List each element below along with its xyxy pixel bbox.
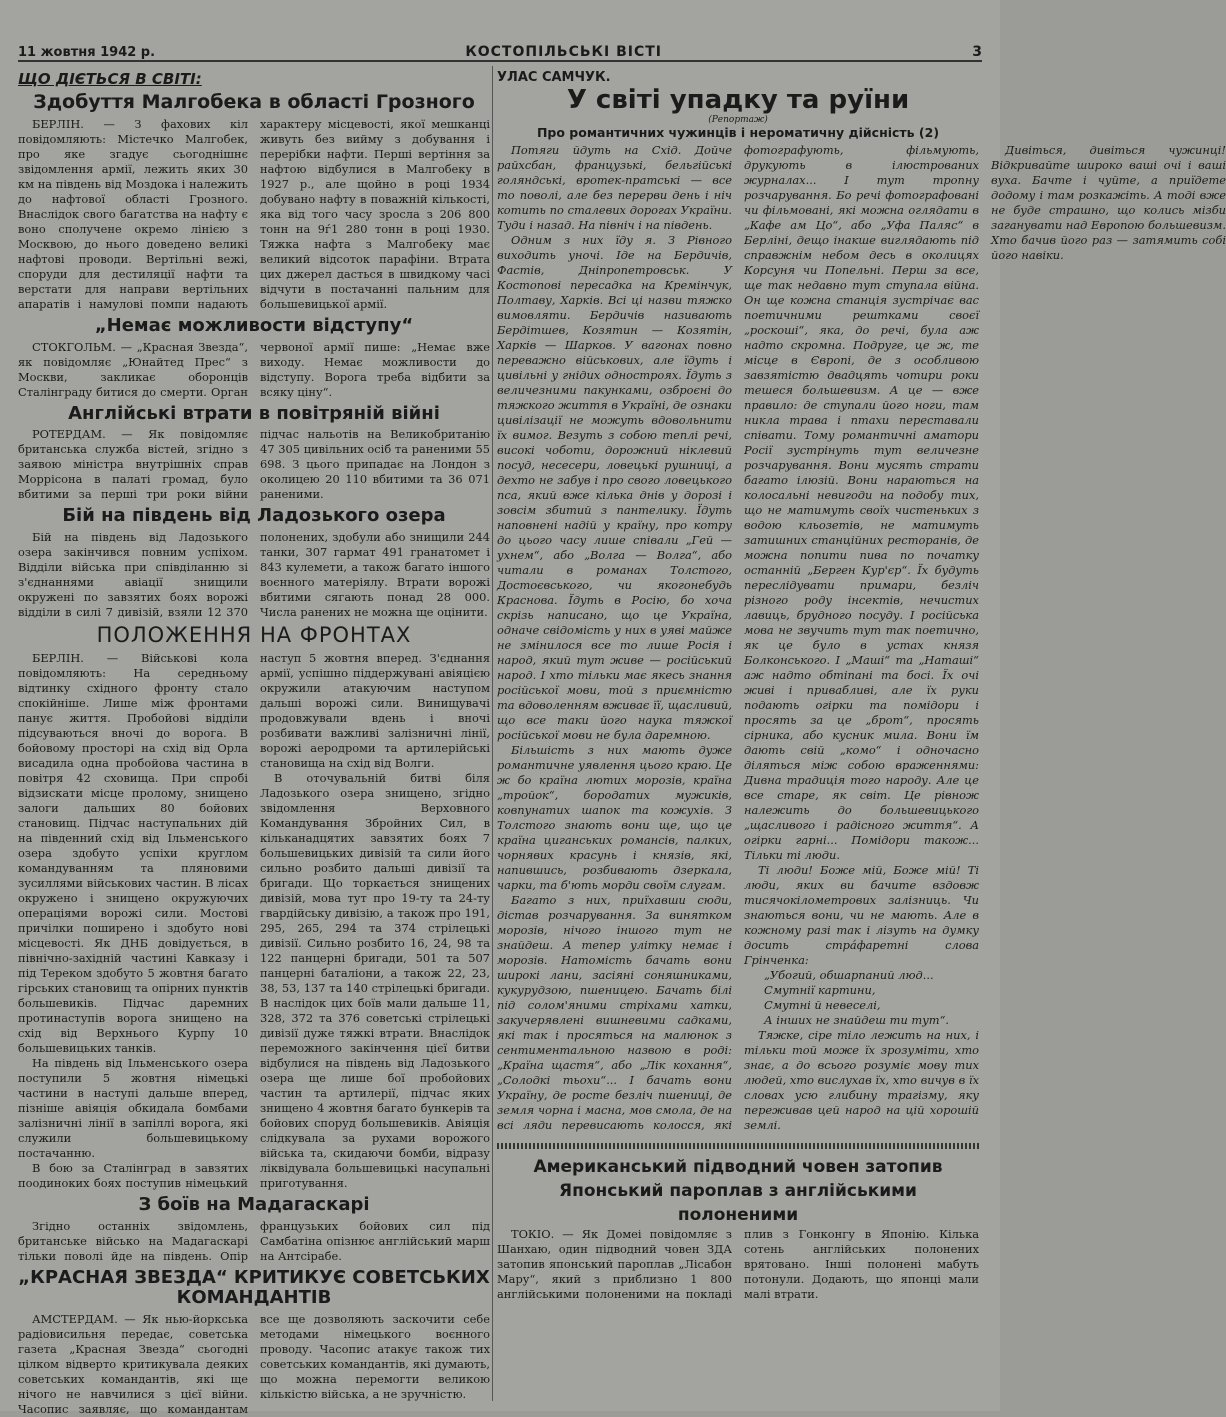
- article-body: [18, 651, 490, 1191]
- article-paragraph: Багато з них, приїхавши сюди, дістав розчарування. За винятком морозів, нічого іншого тут не знайдеш. А тепер улітку немає і морозів. Натомість бачать вони широкі лани, засіяні соняшниками, кукурудзою, пшеницею. Бачать білі під солом'яними стріхами хатки, закучерявлені вишневими садками, які так і просяться на малюнок з сентиментальною назвою в роді: „Країна щастя“, або „Лік кохання“, „Солодкі тьохи“... І бачать вони Україну, де росте безліч пшениці, де земля чорна і масна, мов смола, де на всі ляди перевисають колосся, які фотографують, фільмують, друкують в ілюстрованих журналах... І тут тропну розчарування. Бо речі фотографовані чи фільмовані, які можна оглядати в „Кафе ам Цо“, або „Уфа Паляс“ в Берліні, дещо інакше виглядають під справжнім небом десь в околицях Корсуня чи Попельні. Перш за все, ще так недавно тут ступала війна. Он ще кожна станція зустрічає вас поетичними рештками своєї „роскоші“, яка, до речі, була аж надто скромна. Подруге, це ж, те місце в Європі, де з особливою завзятістю двадцять чотири роки тешеся большевизм. А це — вже правило: де ступали його ноги, там никла трава і птахи переставали співати. Тому романтичні аматори Росії зустрінуть тут величезне розчарування. Вони мусять страти багато ілюзій. Вони нараються на колосальні невигоди на подобу тих, що не матимуть своїх чистеньких з водою кльозетів, не матимуть затишних станційних ресторанів, де можна попити пива по початку останній „Берген Кур'єр“. Їх будуть переслідувати примари, безліч різного роду інсектів, нечистих лавиць, брудного посуду. І російська мова не звучить тут так поетично, як це було в устах князя Болконського. І „Маші“ та „Наташі“ аж надто обтіпані та босі. Їх очі живі і привабливі, але їх руки подають огірки та помідори і просять за це „брот“, просять сірника, або кусник мила. Вони їм дають свій „комо“ і одночасно діляться між собою враженнями: Дивна традиція того народу. Але це все старе, як світ. Це рівнож належить до большевицького „щасливого і радісного життя“. А огірки гарні... Помідори також... Тільки ті люди.: [497, 143, 979, 1132]
- article-title: „КРАСНАЯ ЗВЕЗДА“ КРИТИКУЄ СОВЕТСЬКИХ КОМАНДАНТІВ: [18, 1267, 490, 1308]
- article-title-line: полоненими: [677, 1205, 799, 1225]
- article-title: ПОЛОЖЕННЯ НА ФРОНТАХ: [96, 623, 412, 648]
- article-title-line: Американський підводний човен затопив: [533, 1157, 943, 1177]
- right-column: [497, 66, 1226, 1401]
- article-paragraph: Ті люди! Боже мій, Боже мій! Ті люди, яких ви бачите вздовж тисячокілометрових залізниць. Чи знаються вони, чи не мають. Але в кожному разі так і лізуть на думку досить стрáфаретні слова Грінченка:: [744, 863, 979, 967]
- article-body: [18, 530, 490, 620]
- article-paragraph: РОТЕРДАМ. — Як повідомляє британська служба вістей, згідно з заявою міністра внутрішніх справ Моррісона в палаті громад, було вбитими за перші три роки війни підчас нальотів на Великобританію 47 305 цивільних осіб та раненими 55 698. З цього припадає на Лондон з околицею 20 110 вбитими та 36 071 раненими.: [18, 427, 490, 502]
- article-body: [18, 427, 490, 502]
- article-title-line: Японський пароплав з англійськими: [559, 1181, 917, 1201]
- article-author: УЛАС САМЧУК.: [497, 70, 611, 85]
- article-paragraph: В бою за Сталінград в завзятих поодиноких боях поступив німецький наступ 5 жовтня вперед. З'єднання армії, успішно піддержувані авіяцією окружили атакуючим наступом дальші ворожі сили. Винищувачі продовжували вдень і вночі розбивати важливі залізничні лінії, ворожі аеродроми та артилерійські становища на схід від Волги.: [18, 651, 490, 1191]
- article-submarine: [497, 1157, 979, 1302]
- article-paragraph: ТОКІО. — Як Домеі повідомляє з Шанхаю, один підводний човен ЗДА затопив японський пароплав „Лісабон Мару“, який з приблизно 1 800 англійськими полоненими на покладі плив з Гонконгу в Японію. Кілька сотень англійських полонених врятовано. Інші полонені мабуть потонули. Додають, що японці мали малі втрати.: [497, 1227, 979, 1301]
- reportage-title: У світі упадку та руїни: [566, 85, 910, 115]
- article-paragraph: Одним з них їду я. З Рівного виходить уночі. Іде на Бердичів, Фастів, Дніпропетровськ. У Костопові пересадка на Кремінчук, Полтаву, Харків. Всі ці назви тяжко вимовляти. Бердичів називають Бердітшев, Козятин — Козятін, Харків — Шарков. У вагонах повно переважно військових, але їдуть і цивільні у гнідих одностроях. Їдуть з величезними пакунками, озброєні до тяжкого життя в Україні, де ознаки цивілізації не можуть вдовольнити їх вимог. Везуть з собою теплі речі, високі чоботи, дорожний ніклевий посуд, несесери, ловецькі рушниці, а дехто не забув і про свого ловецького пса, який вже кілька днів у дорозі і зовсім збитий з пантелику. Їдуть наповнені надій у країну, про котру до цього часу лише співали „Гей — ухнем“, або „Волга — Волга“, або читали в романах Толстого, Достоєвського, чи якогонебудь Краснова. Їдуть в Росію, бо хоча скрізь написано, що це Україна, одначе свідомість у них в уяві майже не змінилося все то лише Росія і народ, який тут живе — російський народ. І хто тільки має якесь знання російської мови, той з приємністю та вдоволенням вживає її, щасливий, що все таки його наука тяжкої російської мови не була даремною.: [497, 233, 732, 742]
- left-column: [18, 66, 490, 1416]
- article-paragraph: АМСТЕРДАМ. — Як нью-йоркська радіовисильня передає, советська газета „Красная Звезда“ сьогодні цілком відверто критикувала деяких советських командантів, які ще нічого не навчилися з цієї війни. Часопис заявляє, що командантам все ще дозволяють заскочити себе методами німецького воєнного проводу. Часопис атакує також тих советських командантів, які думають, що можна перемогти великою кількістю війська, а не зручністю.: [18, 1311, 490, 1416]
- article-fronts: [18, 624, 490, 1191]
- verse-line: А інших не знайдеш ти тут“.: [764, 1013, 950, 1027]
- article-english-losses: [18, 404, 490, 503]
- section-divider: [497, 1143, 979, 1149]
- newspaper-name: КОСТОПІЛЬСЬКІ ВІСТІ: [465, 44, 662, 60]
- article-madagascar: [18, 1195, 490, 1264]
- article-paragraph: Бій на південь від Ладозького озера закінчився повним успіхом. Відділи війська при співділанню зі з'єднаннями авіації знищили окружені по завзятих боях ворожі відділи в силі 7 дивізій, взяли 12 370 полонених, здобули або знищили 244 танки, 307 гармат 491 гранатомет і 843 кулемети, а також багато іншого воєнного матеріялу. Втрати ворожі вбитими сягають понад 28 000. Числа ранених не можна ще оцінити.: [18, 530, 490, 620]
- article-title: Здобуття Малгобека в області Грозного: [33, 91, 475, 113]
- article-paragraph: Дивіться, дивіться чужинці! Відкривайте широко ваші очі і ваші вуха. Бачте і чуйте, а приїдете додому і там розкажіть. А тоді вже не буде страшно, що колись мізби заганувати над Европою большевизм. Хто бачив його раз — затямить собі його навіки.: [991, 143, 1226, 262]
- column-divider: [492, 66, 493, 1401]
- article-paragraph: Потяги йдуть на Схід. Дойче райхсбан, французькі, бельгійські голяндські, вротек-пратські — все то поволі, але без перерви день і ніч котить по сталевих дорогах України. Туди і назад. На північ і на південь.: [497, 143, 732, 232]
- article-paragraph: Більшість з них мають дуже романтичне уявлення цього краю. Це ж бо країна лютих морозів, країна „тройок“, бородатих мужиків, ковпунатих шапок та кожухів. З Толстого знають вони ще, що це країна циганських романсів, палких, чорнявих красунь і князів, які, напившись, розбивають дзеркала, чарки, та б'ють морди своїм слугам.: [497, 743, 732, 892]
- article-title: „Немає можливости відступу“: [94, 314, 414, 336]
- article-title: З боїв на Мадагаскарі: [138, 1194, 370, 1216]
- article-paragraph: Згідно останніх звідомлень, британське військо на Мадагаскарі тільки поволі йде на південь. Опір французьких бойових сил під Самбатіна опізнює англійський марш на Антсірабе.: [18, 1219, 490, 1264]
- article-body: [18, 1219, 490, 1264]
- article-body: [18, 1312, 490, 1417]
- verse-line: Смутні й невеселі,: [764, 998, 881, 1012]
- page-number: 3: [972, 44, 982, 60]
- article-krasnaya-zvezda: [18, 1268, 490, 1417]
- verse-line: „Убогий, обшарпаний люд...: [764, 968, 934, 982]
- reportage-subtitle: Про романтичних чужинців і нероматичну дійсність (2): [536, 125, 940, 140]
- article-no-retreat: [18, 316, 490, 400]
- article-paragraph: Тяжке, сіре тіло лежить на них, і тільки той може їх зрозуміти, хто знає, а до всього розуміє мову тих людей, хто вислухав їх, хто вичув в їх словах усю глибину трагізму, яку переживав цей народ на цій хорошій землі.: [744, 1028, 979, 1132]
- reportage-genre: (Репортаж): [708, 115, 768, 125]
- article-paragraph: БЕРЛІН. — З фахових кіл повідомляють: Містечко Малгобек, про яке згадує сьогоднішнє звідомлення армії, лежить яких 30 км на південь від Моздока і належить до нафтової області Грозного. Внаслідок свого багатства на нафту є воно сполучене окремо лінією з Москвою, до нього доведено великі нафтові проводи. Вертільні вежі, споруди для дестиляції нафти та верстати для направи вертільних апаратів і намулові помпи надають характеру місцевості, якої мешканці живуть без вийму з добування і перерібки нафти. Перші вертіння за нафтою відбулися в Малгобеку в 1927 р., але щойно в році 1934 добувано нафту в поважній кількості, яка від того часу зросла з 206 800 тонн на 9ѓ1 280 тонн в році 1930. Тяжка нафта з Малгобеку має великий відсоток парафіни. Втрата цих джерел дасться в швидкому часі відчути в постачанні пальним для большевицької армії.: [18, 116, 490, 311]
- article-ladoga-battle: [18, 506, 490, 620]
- reportage-body: [497, 143, 1226, 1133]
- article-paragraph: СТОКГОЛЬМ. — „Красная Звезда“, як повідомляє „Юнайтед Прес“ з Москви, закликає оборонців Сталінграду битися до смерти. Орган червоної армії пише: „Немає вже виходу. Немає можливости до відступу. Ворога треба відбити за всяку ціну“.: [18, 339, 490, 399]
- article-body: [18, 340, 490, 400]
- article-title: Англійські втрати в повітряній війні: [68, 402, 440, 424]
- section-rubric: ЩО ДІЄТЬСЯ В СВІТІ:: [18, 70, 202, 88]
- article-body: [497, 1227, 979, 1302]
- article-paragraph: В оточувальній битві біля Ладозького озера знищено, згідно звідомлення Верховного Командування Збройних Сил, в кільканадцятих завзятих боях 7 большевицьких дивізій та сили його сильно розбито дальші дивізії та бригади. Що торкається знищених дивізій, мова тут про 19-ту та 24-ту гвардійську дивізію, а також про 191, 295, 265, 294 та 374 стрілецькі дивізії. Сильно розбито 16, 24, 98 та 122 панцерні бригади, 501 та 507 панцерні баталіони, а також 22, 23, 38, 53, 137 та 140 стрілецькі бригади. В наслідок цих боїв мали дальше 11, 328, 372 та 376 советські стрілецькі дивізії дуже тяжкі втрати. Внаслідок переможного закінчення цієї битви відбулися на південь від Ладозького озера ще лише бої пробойових частин та артилерії, підчас яких знищено 4 жовтня багато бункерів та бойових споруд большевиків. Авіяція слідкувала за рухами ворожого війська та, скидаючи бомби, відразу ліквідувала большевицькі насупальні приготування.: [260, 771, 490, 1191]
- verse-line: Смутнії картини,: [764, 983, 876, 997]
- article-title: Бій на південь від Ладозького озера: [62, 505, 446, 527]
- issue-date: 11 жовтня 1942 р.: [18, 45, 156, 60]
- article-malgobek: [18, 92, 490, 312]
- article-paragraph: На південь від Ільменського озера поступили 5 жовтня німецькі частини в наступі дальше вперед, пізніше авіяція обкидала бомбами залізничні лінії в запіллі ворога, які служили большевицькому постачанню.: [18, 1056, 248, 1161]
- masthead: [18, 34, 982, 62]
- article-paragraph: БЕРЛІН. — Військові кола повідомляють: На середньому відтинку східного фронту стало спокійніше. Лише між фронтами панує життя. Пробойові відділи підсуваються вночі до ворога. В бойовому просторі на схід від Орла висадила одна пробойова частина в повітря 42 сховища. При спробі відзискати місце пролому, знищено залоги дальших 80 бойових становищ. Підчас наступальних дій на південний схід від Ільменського озера здобуто успіхи круглом командуванням та пляновими зусиллями військових частин. В лісах окружено і знищено окружуючих операціями ворожі сили. Мостові причілки поширено і здобуто нові місцевості. Як ДНБ довідується, в північно-західній частині Кавказу і під Тереком здобуто 5 жовтня багато гірських становищ та опірних пунктів большевиків. Підчас даремних протинаступів ворога знищено на схід від Верхнього Курпу 10 большевицьких танків.: [18, 651, 248, 1056]
- article-body: [18, 117, 490, 312]
